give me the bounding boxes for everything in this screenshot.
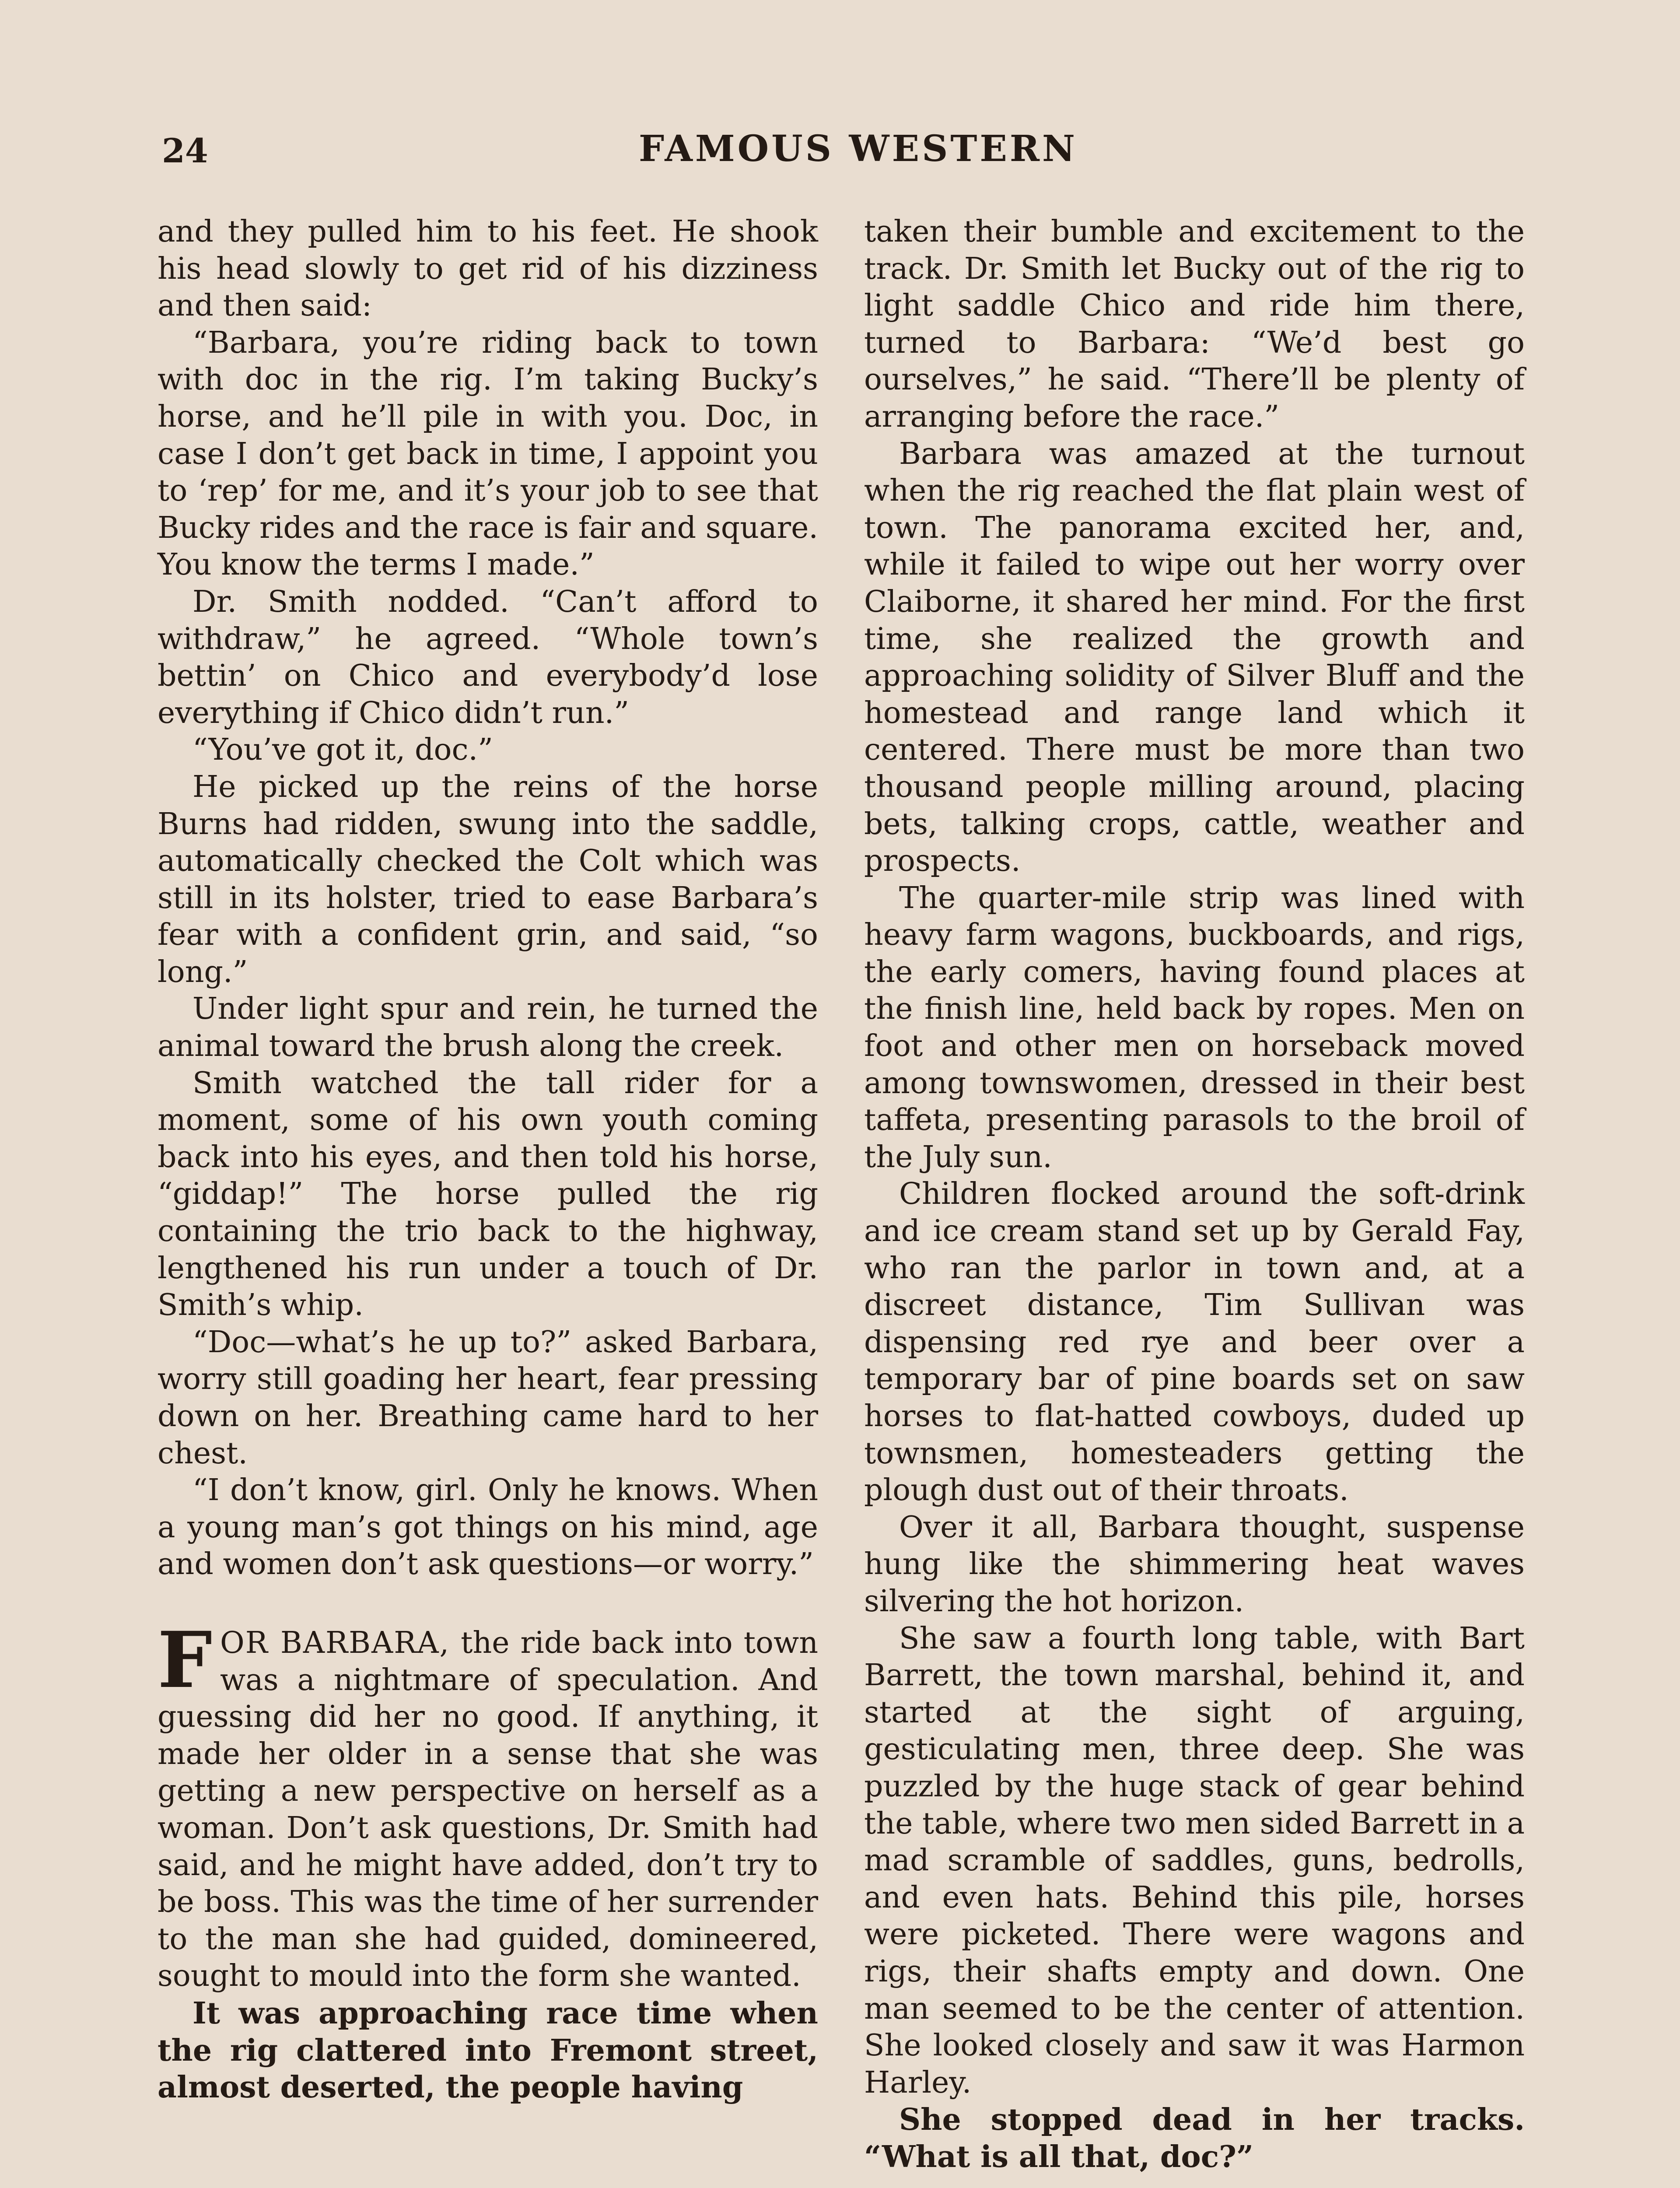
- paragraph: Children flocked around the soft-drink and ice cream stand set up by Gerald Fay, who ran the parlor in town and, at a discreet distance, Tim Sullivan was dispensing red rye and beer over a temporary bar of pine boards set on saw horses to flat-hatted cowboys, duded up townsmen, homesteaders getting the plough dust out of their throats.: [864, 1177, 1525, 1508]
- section-opening-paragraph: [158, 1614, 818, 1995]
- paragraph: “You’ve got it, doc.”: [192, 733, 493, 768]
- paragraph: She stopped dead in her tracks. “What is all that, doc?”: [864, 2102, 1525, 2174]
- paragraph: The quarter-mile strip was lined with heavy farm wagons, buckboards, and rigs, the early comers, having found places at the finish line, held back by ropes. Men on foot and other men on horseback moved among townswomen, dressed in their best taffeta, presenting parasols to the broil of the July sun.: [864, 880, 1525, 1175]
- paragraph: He picked up the reins of the horse Burns had ridden, swung into the saddle, automatically checked the Colt which was still in its holster, tried to ease Barbara’s fear with a confident grin, and said, “so long.”: [158, 769, 818, 989]
- paragraph: “I don’t know, girl. Only he knows. When a young man’s got things on his mind, age and women don’t ask questions—or worry.”: [158, 1473, 818, 1582]
- running-head: FAMOUS WESTERN: [639, 128, 1078, 170]
- paragraph: It was approaching race time when the rig clattered into Fremont street, almost deserted, the people having: [158, 1995, 818, 2105]
- left-column: [158, 214, 818, 2106]
- paragraph: “Doc—what’s he up to?” asked Barbara, worry still goading her heart, fear pressing down on her. Breathing came hard to her chest.: [158, 1325, 818, 1471]
- drop-cap: F: [158, 1614, 212, 1705]
- paragraph: Under light spur and rein, he turned the animal toward the brush along the creek.: [158, 992, 818, 1064]
- paragraph: Smith watched the tall rider for a moment, some of his own youth coming back into his eyes, and then told his horse, “giddap!” The horse pulled the rig containing the trio back to the highway, lengthened his run under a touch of Dr. Smith’s whip.: [158, 1066, 818, 1323]
- paragraph: Barbara was amazed at the turnout when the rig reached the flat plain west of town. The panorama excited her, and, while it failed to wipe out her worry over Claiborne, it shared her mind. For the first time, she realized the growth and approaching solidity of Silver Bluff and the homestead and range land which it centered. There must be more than two thousand people milling around, placing bets, talking crops, cattle, weather and prospects.: [864, 436, 1525, 879]
- paragraph: and they pulled him to his feet. He shook his head slowly to get rid of his dizziness and then said:: [158, 214, 818, 323]
- right-column: [864, 214, 1525, 2175]
- paragraph: She saw a fourth long table, with Bart Barrett, the town marshal, behind it, and started at the sight of arguing, gesticulating men, three deep. She was puzzled by the huge stack of gear behind the table, where two men sided Barrett in a mad scramble of saddles, guns, bedrolls, and even hats. Behind this pile, horses were picketed. There were wagons and rigs, their shafts empty and down. One man seemed to be the center of attention. She looked closely and saw it was Harmon Harley.: [864, 1621, 1525, 2100]
- page-number: 24: [162, 131, 208, 170]
- paragraph: Over it all, Barbara thought, suspense hung like the shimmering heat waves silvering the hot horizon.: [864, 1510, 1525, 1619]
- paragraph: taken their bumble and excitement to the track. Dr. Smith let Bucky out of the rig to light saddle Chico and ride him there, turned to Barbara: “We’d best go ourselves,” he said. “There’ll be plenty of arranging before the race.”: [864, 214, 1525, 434]
- paragraph: Dr. Smith nodded. “Can’t afford to withdraw,” he agreed. “Whole town’s bettin’ on Chico and everybody’d lose everything if Chico didn’t run.”: [158, 584, 818, 730]
- paragraph: “Barbara, you’re riding back to town with doc in the rig. I’m taking Bucky’s horse, and he’ll pile in with you. Doc, in case I don’t get back in time, I appoint you to ‘rep’ for me, and it’s your job to see that Bucky rides and the race is fair and square. You know the terms I made.”: [158, 325, 818, 582]
- section-text: the ride back into town was a nightmare of speculation. And guessing did her no good. If anything, it made her older in a sense that she was getting a new perspective on herself as a woman. Don’t ask questions, Dr. Smith had said, and he might have added, don’t try to be boss. This was the time of her surrender to the man she had guided, domineered, sought to mould into the form she wanted.: [158, 1625, 818, 1994]
- section-lead-caps: OR BARBARA,: [220, 1625, 450, 1660]
